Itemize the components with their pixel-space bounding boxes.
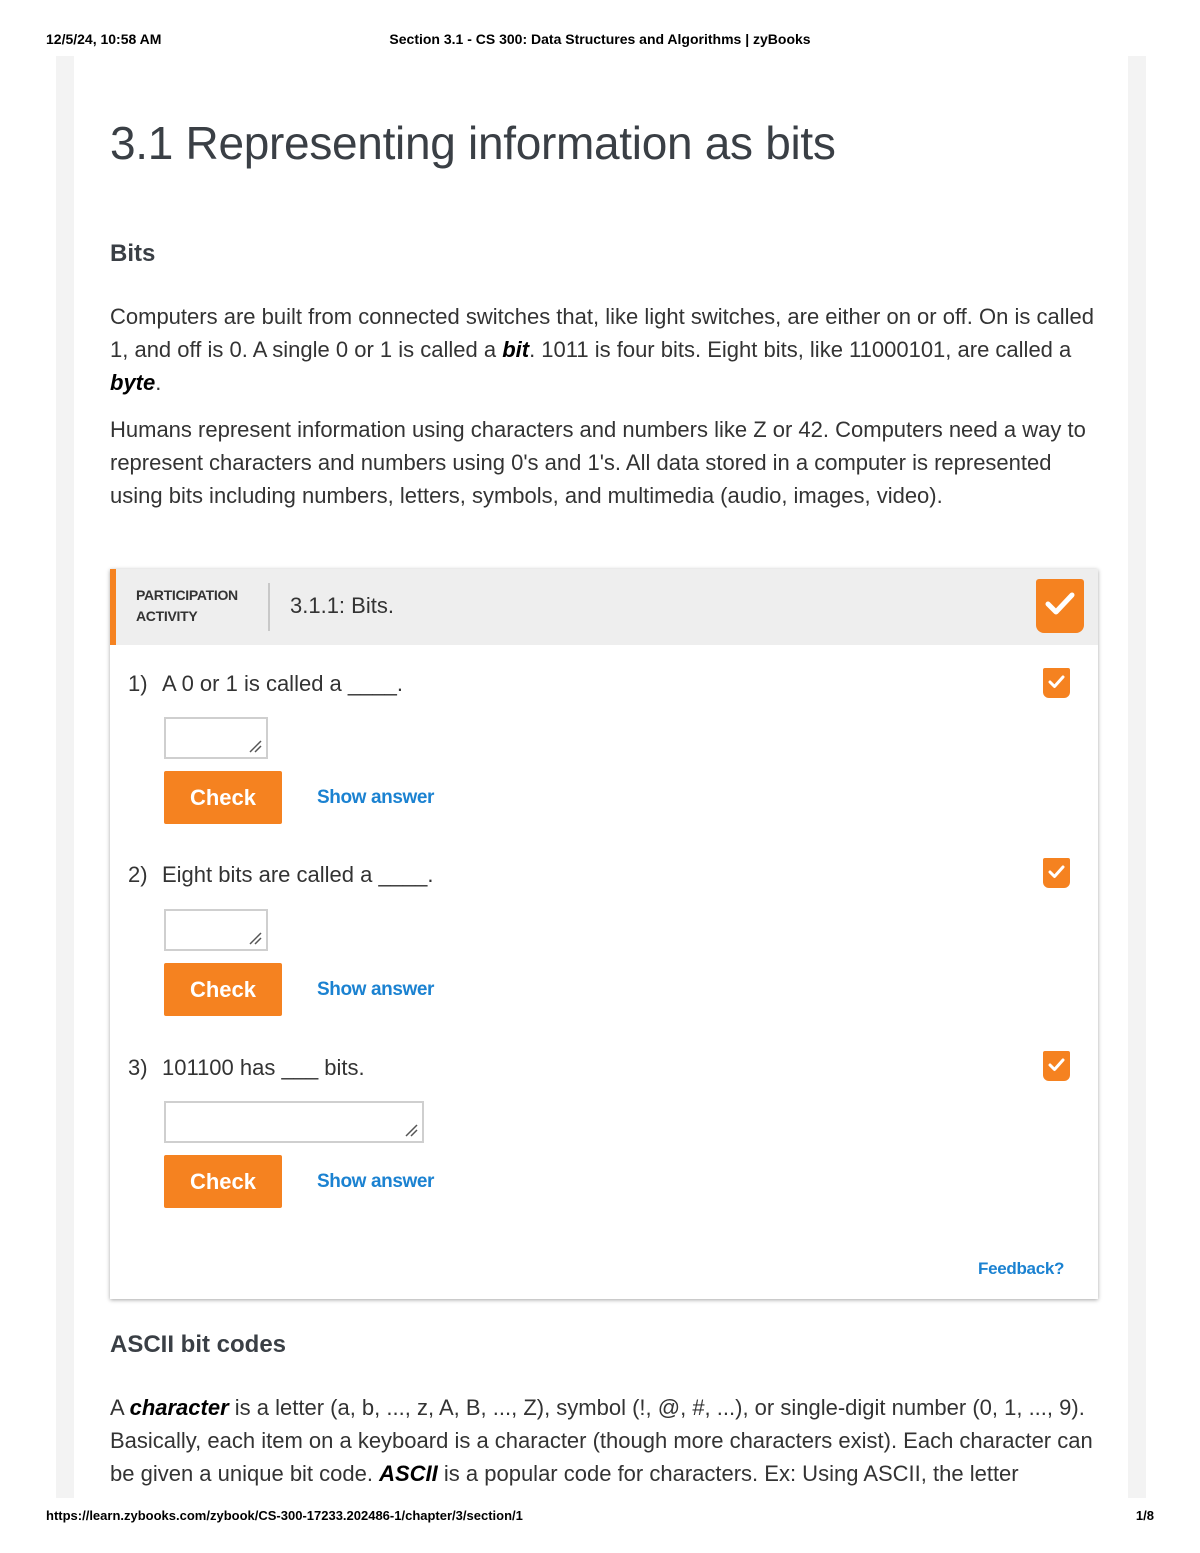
checkmark-icon	[1048, 865, 1065, 879]
text-span: is a letter (a, b, ..., z, A, B, ..., Z), symbol (!, @, #, ...), or single-digit number (0, 1, ..., 9). Basically, each item on a keyboard is a character (though more characters exist). Each character can be given a unique bit code.	[110, 1395, 1093, 1486]
text-span: . 1011 is four bits. Eight bits, like 11000101, are called a	[529, 337, 1072, 362]
term-bit: bit	[502, 337, 530, 362]
question-3-show-answer-link[interactable]: Show answer	[317, 1171, 435, 1192]
text-span: Computers are built from connected switches that, like light switches, are either on or off. On is called 1, and off is 0. A single 0 or 1 is called a	[110, 304, 1094, 362]
question-1-show-answer-link[interactable]: Show answer	[317, 787, 435, 808]
question-3-text: 101100 has ___ bits.	[162, 1055, 365, 1080]
text-span: A	[110, 1395, 130, 1420]
print-datetime: 12/5/24, 10:58 AM	[46, 31, 162, 47]
print-footer	[46, 1508, 1154, 1528]
question-3-number: 3)	[128, 1055, 148, 1080]
term-ascii: ASCII	[379, 1461, 438, 1486]
activity-label-line2: ACTIVITY	[136, 608, 198, 624]
question-2-show-answer-link[interactable]: Show answer	[317, 979, 435, 1000]
question-2-answer-input[interactable]	[164, 909, 268, 951]
text-span: .	[155, 370, 162, 395]
bits-heading: Bits	[110, 240, 156, 267]
checkmark-icon	[1045, 591, 1075, 617]
ascii-heading: ASCII bit codes	[110, 1331, 287, 1358]
question-1-check-button[interactable]: Check	[164, 771, 282, 824]
print-page-title: Section 3.1 - CS 300: Data Structures and Algorithms | zyBooks	[389, 31, 811, 47]
feedback-link[interactable]: Feedback?	[978, 1259, 1065, 1278]
header-divider	[268, 583, 270, 631]
text-span: is a popular code for characters. Ex: Using ASCII, the letter	[437, 1461, 1019, 1486]
print-url: https://learn.zybooks.com/zybook/CS-300-17233.202486-1/chapter/3/section/1	[46, 1508, 523, 1523]
print-page-number: 1/8	[1135, 1508, 1154, 1523]
resize-grip-icon[interactable]	[248, 931, 262, 945]
question-2-text: Eight bits are called a ____.	[162, 862, 434, 887]
activity-complete-badge	[1036, 579, 1084, 633]
question-3-check-button[interactable]: Check	[164, 1155, 282, 1208]
question-3-answer-input[interactable]	[164, 1101, 424, 1143]
checkmark-icon	[1048, 1058, 1065, 1072]
ascii-paragraph-1	[110, 1391, 1100, 1490]
question-1-text: A 0 or 1 is called a ____.	[162, 671, 403, 696]
term-byte: byte	[110, 370, 156, 395]
checkmark-icon	[1048, 675, 1065, 689]
resize-grip-icon[interactable]	[248, 739, 262, 753]
question-1-answer-input[interactable]	[164, 717, 268, 759]
question-3-complete-icon	[1043, 1051, 1070, 1081]
activity-title: 3.1.1: Bits.	[290, 593, 394, 618]
term-character: character	[129, 1395, 229, 1420]
question-2-number: 2)	[128, 862, 148, 887]
participation-activity	[110, 569, 1098, 1299]
question-1-complete-icon	[1043, 668, 1070, 698]
question-2-complete-icon	[1043, 858, 1070, 888]
activity-type-label	[136, 585, 238, 627]
bits-paragraph-1	[110, 300, 1100, 399]
print-header	[46, 31, 1154, 51]
question-2-check-button[interactable]: Check	[164, 963, 282, 1016]
activity-label-line1: PARTICIPATION	[136, 587, 238, 603]
question-1-number: 1)	[128, 671, 148, 696]
activity-header	[110, 569, 1098, 645]
bits-paragraph-2: Humans represent information using characters and numbers like Z or 42. Computers need a way to represent characters and numbers using 0's and 1's. All data stored in a computer is represented using bits including numbers, letters, symbols, and multimedia (audio, images, video).	[110, 417, 1086, 508]
resize-grip-icon[interactable]	[404, 1123, 418, 1137]
section-title: 3.1 Representing information as bits	[110, 117, 836, 169]
